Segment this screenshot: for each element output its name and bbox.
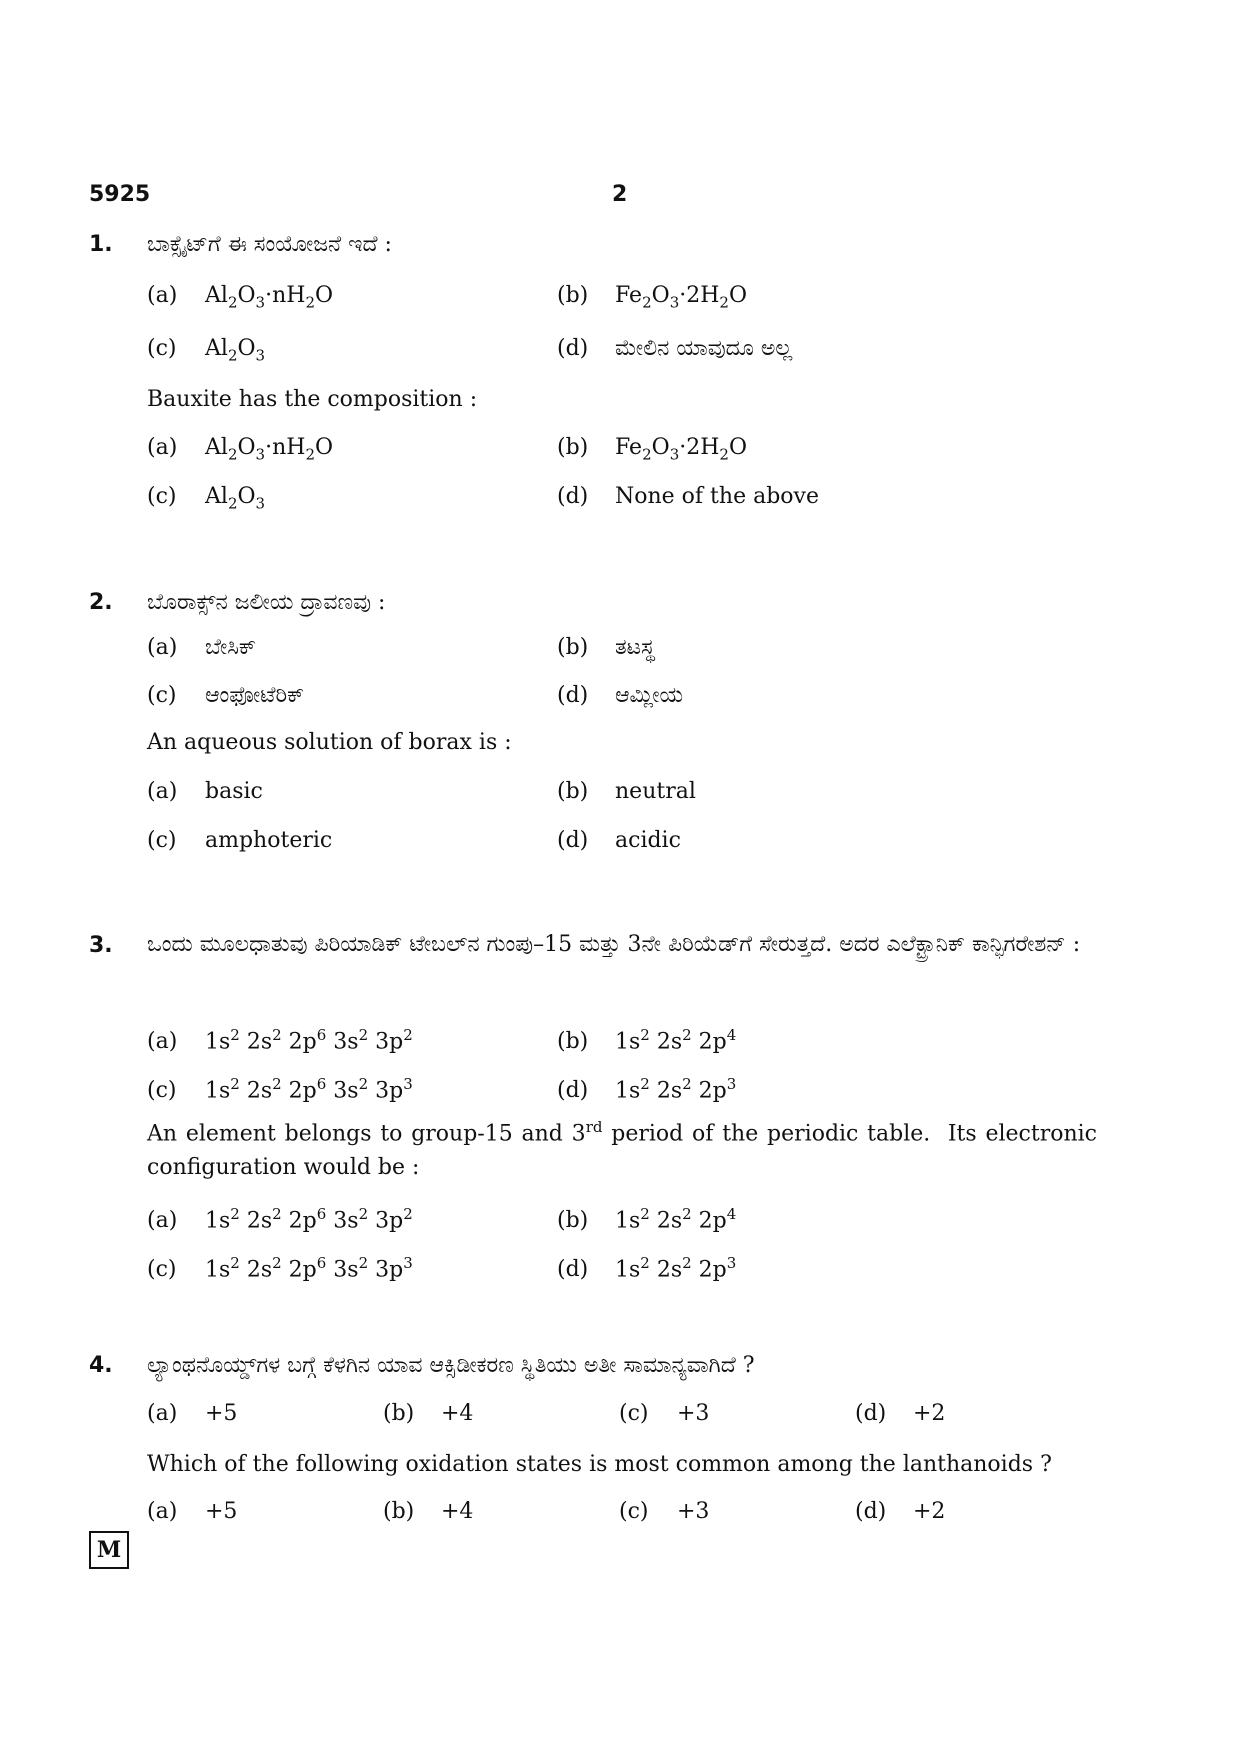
question-stem-english: Bauxite has the composition : bbox=[147, 387, 478, 412]
option-label: (a) bbox=[147, 635, 178, 660]
option-value: ಬೇಸಿಕ್ bbox=[205, 635, 256, 660]
option-a-kannada bbox=[147, 1026, 413, 1054]
option-label: (b) bbox=[557, 1208, 589, 1234]
option-d-english bbox=[557, 484, 819, 509]
option-a-kannada bbox=[147, 283, 333, 311]
option-a-kannada bbox=[147, 1401, 237, 1426]
question-stem-kannada: ಲ್ಯಾಂಥನೊಯ್ಡ್‌ಗಳ ಬಗ್ಗೆ ಕೆಳಗಿನ ಯಾವ ಆಕ್ಸಿಡೀಕರಣ ಸ್ಥಿತಿಯು ಅತೀ ಸಾಮಾನ್ಯವಾಗಿದೆ ? bbox=[147, 1353, 755, 1378]
option-d-english bbox=[557, 1254, 736, 1282]
option-label: (d) bbox=[855, 1499, 887, 1524]
page-number: 2 bbox=[612, 182, 628, 207]
option-a-kannada bbox=[147, 635, 256, 660]
option-label: (c) bbox=[619, 1499, 649, 1524]
question-number: 2. bbox=[89, 590, 113, 615]
option-label: (c) bbox=[147, 1257, 177, 1283]
option-label: (b) bbox=[557, 435, 589, 460]
option-b-english bbox=[383, 1499, 473, 1524]
option-value: acidic bbox=[615, 828, 681, 853]
option-label: (a) bbox=[147, 435, 178, 460]
question-stem-kannada: ಬಾಕ್ಸೈಟ್‌ಗೆ ಈ ಸಂಯೋಜನೆ ಇದೆ : bbox=[147, 232, 392, 257]
option-label: (c) bbox=[147, 484, 177, 509]
option-label: (d) bbox=[557, 1257, 589, 1283]
option-label: (a) bbox=[147, 1401, 178, 1426]
option-c-kannada bbox=[147, 683, 304, 708]
option-value: +3 bbox=[677, 1499, 710, 1524]
option-value: +5 bbox=[205, 1499, 238, 1524]
option-value: ಆಂಫೋಟೆರಿಕ್ bbox=[205, 683, 305, 708]
option-b-english bbox=[557, 1205, 736, 1233]
option-label: (d) bbox=[855, 1401, 887, 1426]
option-value: $Fe_2O_3\cdot 2H_2O$ bbox=[615, 435, 748, 464]
option-value: $Al_2O_3\cdot nH_2O$ bbox=[205, 283, 334, 312]
option-label: (d) bbox=[557, 683, 589, 708]
option-label: (a) bbox=[147, 1499, 178, 1524]
option-value: $Fe_2O_3\cdot 2H_2O$ bbox=[615, 283, 748, 312]
option-value: $1s^2$ $2s^2$ $2p^6$ $3s^2$ $3p^3$ bbox=[205, 1075, 413, 1104]
question-number: 4. bbox=[89, 1353, 113, 1378]
option-d-english bbox=[557, 828, 681, 853]
option-b-english bbox=[557, 435, 747, 463]
option-value: $1s^2$ $2s^2$ $2p^4$ bbox=[615, 1205, 737, 1234]
option-b-kannada bbox=[383, 1401, 473, 1426]
option-d-kannada bbox=[855, 1401, 945, 1426]
option-label: (d) bbox=[557, 1078, 589, 1104]
option-label: (c) bbox=[147, 683, 177, 708]
option-label: (a) bbox=[147, 283, 178, 308]
option-d-kannada bbox=[557, 683, 683, 708]
option-a-english bbox=[147, 779, 263, 804]
option-label: (d) bbox=[557, 828, 589, 853]
option-label: (a) bbox=[147, 1208, 178, 1234]
option-value: $1s^2$ $2s^2$ $2p^3$ bbox=[615, 1075, 737, 1104]
page-header bbox=[0, 182, 1240, 214]
option-b-kannada bbox=[557, 635, 655, 660]
option-value: None of the above bbox=[615, 484, 819, 509]
option-label: (c) bbox=[619, 1401, 649, 1426]
option-value: $1s^2$ $2s^2$ $2p^3$ bbox=[615, 1254, 737, 1283]
option-value: $Al_2O_3$ bbox=[205, 336, 266, 365]
option-value: neutral bbox=[615, 779, 696, 804]
option-value: +4 bbox=[441, 1499, 474, 1524]
option-label: (b) bbox=[383, 1499, 415, 1524]
option-a-english bbox=[147, 435, 333, 463]
option-label: (a) bbox=[147, 1029, 178, 1055]
option-label: (a) bbox=[147, 779, 178, 804]
paper-code: 5925 bbox=[89, 182, 151, 207]
option-c-english bbox=[147, 484, 265, 512]
option-b-kannada bbox=[557, 1026, 736, 1054]
option-label: (b) bbox=[557, 635, 589, 660]
option-label: (b) bbox=[557, 283, 589, 308]
question-stem-kannada: ಒಂದು ಮೂಲಧಾತುವು ಪಿರಿಯಾಡಿಕ್ ಟೇಬಲ್‌ನ ಗುಂಪು–15 ಮತ್ತು 3ನೇ ಪಿರಿಯೆಡ್‌ಗೆ ಸೇರುತ್ತದೆ. ಅದರ ಎಲೆಕ್ಟ್ರಾನಿಕ್ ಕಾನ್ಫಿಗರೇಶನ್ : bbox=[147, 932, 1081, 957]
option-value: $Al_2O_3$ bbox=[205, 484, 266, 513]
option-value: +2 bbox=[913, 1401, 946, 1426]
option-label: (d) bbox=[557, 336, 589, 361]
option-value: ಆಮ್ಲೀಯ bbox=[615, 683, 684, 708]
option-label: (b) bbox=[383, 1401, 415, 1426]
option-c-english bbox=[147, 1254, 413, 1282]
option-label: (d) bbox=[557, 484, 589, 509]
option-d-english bbox=[855, 1499, 945, 1524]
option-c-kannada bbox=[619, 1401, 709, 1426]
option-c-english bbox=[147, 828, 332, 853]
option-value: ತಟಸ್ಥ bbox=[615, 635, 655, 660]
question-number: 3. bbox=[89, 933, 113, 958]
question-stem-english: Which of the following oxidation states is most common among the lanthanoids ? bbox=[147, 1452, 1052, 1477]
option-value: $1s^2$ $2s^2$ $2p^4$ bbox=[615, 1026, 737, 1055]
option-value: $1s^2$ $2s^2$ $2p^6$ $3s^2$ $3p^2$ bbox=[205, 1026, 413, 1055]
option-value: +4 bbox=[441, 1401, 474, 1426]
option-c-english bbox=[619, 1499, 709, 1524]
option-d-kannada bbox=[557, 1075, 736, 1103]
option-label: (c) bbox=[147, 1078, 177, 1104]
option-value: amphoteric bbox=[205, 828, 333, 853]
option-a-english bbox=[147, 1499, 237, 1524]
option-a-english bbox=[147, 1205, 413, 1233]
option-b-english bbox=[557, 779, 696, 804]
option-value: +2 bbox=[913, 1499, 946, 1524]
option-label: (b) bbox=[557, 779, 589, 804]
option-c-kannada bbox=[147, 336, 265, 364]
option-value: $Al_2O_3\cdot nH_2O$ bbox=[205, 435, 334, 464]
option-b-kannada bbox=[557, 283, 747, 311]
option-label: (c) bbox=[147, 336, 177, 361]
question-stem-english: An aqueous solution of borax is : bbox=[147, 730, 512, 755]
question-number: 1. bbox=[89, 232, 113, 257]
question-stem-kannada: ಬೊರಾಕ್ಸ್‌ನ ಜಲೀಯ ದ್ರಾವಣವು : bbox=[147, 590, 386, 615]
option-value: +5 bbox=[205, 1401, 238, 1426]
option-c-kannada bbox=[147, 1075, 413, 1103]
option-value: ಮೇಲಿನ ಯಾವುದೂ ಅಲ್ಲ bbox=[615, 336, 793, 361]
option-label: (b) bbox=[557, 1029, 589, 1055]
question-stem-english: An element belongs to group-15 and 3rd period of the periodic table. Its electronic configuration would be : bbox=[147, 1118, 1097, 1181]
option-value: $1s^2$ $2s^2$ $2p^6$ $3s^2$ $3p^2$ bbox=[205, 1205, 413, 1234]
option-label: (c) bbox=[147, 828, 177, 853]
option-value: $1s^2$ $2s^2$ $2p^6$ $3s^2$ $3p^3$ bbox=[205, 1254, 413, 1283]
medium-mark-box: M bbox=[89, 1531, 129, 1569]
option-value: +3 bbox=[677, 1401, 710, 1426]
option-value: basic bbox=[205, 779, 263, 804]
option-d-kannada bbox=[557, 336, 792, 361]
